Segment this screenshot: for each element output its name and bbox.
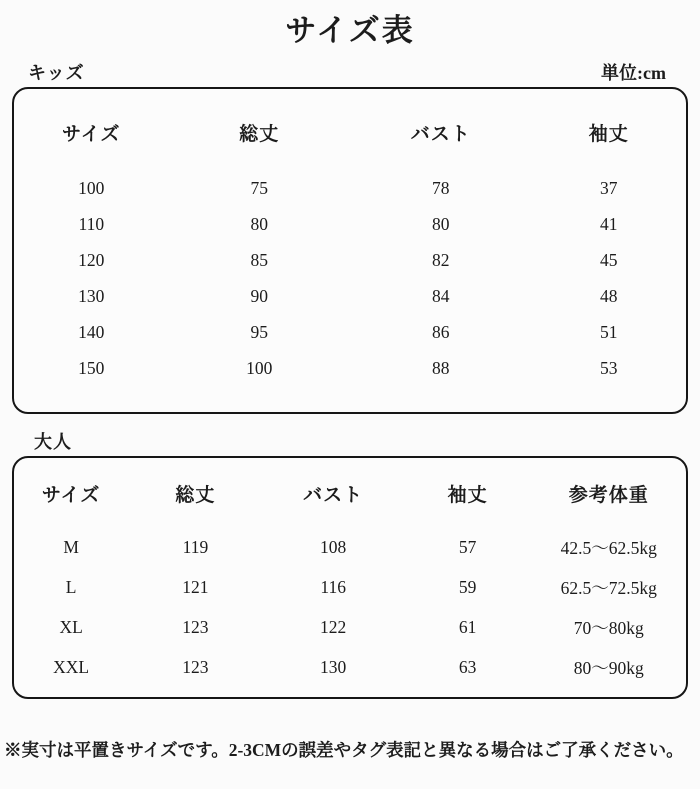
kids-header-bust: バスト xyxy=(410,124,471,146)
cell-sleeve: 61 xyxy=(458,616,477,637)
adult-header-size: サイズ xyxy=(41,485,101,507)
kids-size-box xyxy=(12,87,688,414)
cell-length: 100 xyxy=(246,357,273,378)
unit-label: 単位:cm xyxy=(601,63,666,84)
cell-weight: 62.5～72.5kg xyxy=(560,577,657,598)
kids-header-sleeve: 袖丈 xyxy=(588,124,629,146)
cell-bust: 84 xyxy=(431,285,450,306)
table-row xyxy=(14,314,686,350)
cell-size: 150 xyxy=(78,357,105,378)
cell-sleeve: 48 xyxy=(599,285,618,306)
adult-size-box xyxy=(12,456,688,699)
cell-bust: 78 xyxy=(431,177,450,198)
cell-size: XXL xyxy=(53,656,90,677)
cell-size: M xyxy=(63,536,79,557)
cell-sleeve: 53 xyxy=(599,357,618,378)
cell-size: 130 xyxy=(78,285,105,306)
table-row xyxy=(14,567,686,607)
cell-length: 80 xyxy=(250,213,269,234)
cell-size: 110 xyxy=(78,213,105,234)
cell-length: 75 xyxy=(250,177,269,198)
cell-sleeve: 45 xyxy=(599,249,618,270)
measurement-disclaimer-note: ※実寸は平置きサイズです。2-3CMの誤差やタグ表記と異なる場合はご了承ください。 xyxy=(4,740,684,761)
cell-bust: 130 xyxy=(320,656,347,677)
cell-sleeve: 37 xyxy=(599,177,618,198)
adult-header-length: 総丈 xyxy=(175,485,216,507)
adult-header-weight: 参考体重 xyxy=(568,485,649,507)
cell-size: XL xyxy=(59,616,83,637)
adult-labels-row xyxy=(34,428,666,454)
table-row xyxy=(14,607,686,647)
cell-weight: 42.5～62.5kg xyxy=(560,537,657,558)
cell-bust: 116 xyxy=(320,576,346,597)
cell-bust: 86 xyxy=(431,321,450,342)
cell-length: 90 xyxy=(250,285,269,306)
table-row xyxy=(14,527,686,567)
table-row xyxy=(14,206,686,242)
table-row xyxy=(14,350,686,386)
cell-weight: 80～90kg xyxy=(573,657,644,678)
kids-labels-row xyxy=(28,59,666,85)
page-title: サイズ表 xyxy=(285,13,415,48)
cell-sleeve: 63 xyxy=(458,656,477,677)
cell-weight: 70～80kg xyxy=(573,617,644,638)
cell-sleeve: 59 xyxy=(458,576,477,597)
adult-header-row xyxy=(14,462,686,527)
cell-sleeve: 57 xyxy=(458,536,477,557)
kids-header-length: 総丈 xyxy=(239,124,280,146)
adult-header-sleeve: 袖丈 xyxy=(447,485,488,507)
cell-bust: 108 xyxy=(320,536,347,557)
cell-sleeve: 41 xyxy=(599,213,618,234)
cell-size: 120 xyxy=(78,249,105,270)
adult-section-label: 大人 xyxy=(34,432,72,453)
table-row xyxy=(14,170,686,206)
cell-bust: 122 xyxy=(320,616,347,637)
cell-length: 119 xyxy=(182,536,209,557)
kids-header-size: サイズ xyxy=(62,124,121,146)
cell-bust: 80 xyxy=(431,213,450,234)
cell-length: 123 xyxy=(182,656,209,677)
kids-section-label: キッズ xyxy=(28,63,85,84)
adult-header-bust: バスト xyxy=(303,485,364,507)
cell-length: 123 xyxy=(182,616,209,637)
cell-length: 85 xyxy=(250,249,269,270)
cell-size: 100 xyxy=(78,177,105,198)
table-row xyxy=(14,242,686,278)
kids-size-table xyxy=(14,95,686,386)
cell-length: 95 xyxy=(250,321,269,342)
cell-bust: 88 xyxy=(431,357,450,378)
cell-size: L xyxy=(65,576,77,597)
cell-bust: 82 xyxy=(431,249,450,270)
kids-header-row xyxy=(14,95,686,170)
table-row xyxy=(14,278,686,314)
cell-sleeve: 51 xyxy=(599,321,618,342)
table-row xyxy=(14,647,686,687)
adult-size-table xyxy=(14,462,686,687)
cell-length: 121 xyxy=(182,576,209,597)
cell-size: 140 xyxy=(78,321,105,342)
